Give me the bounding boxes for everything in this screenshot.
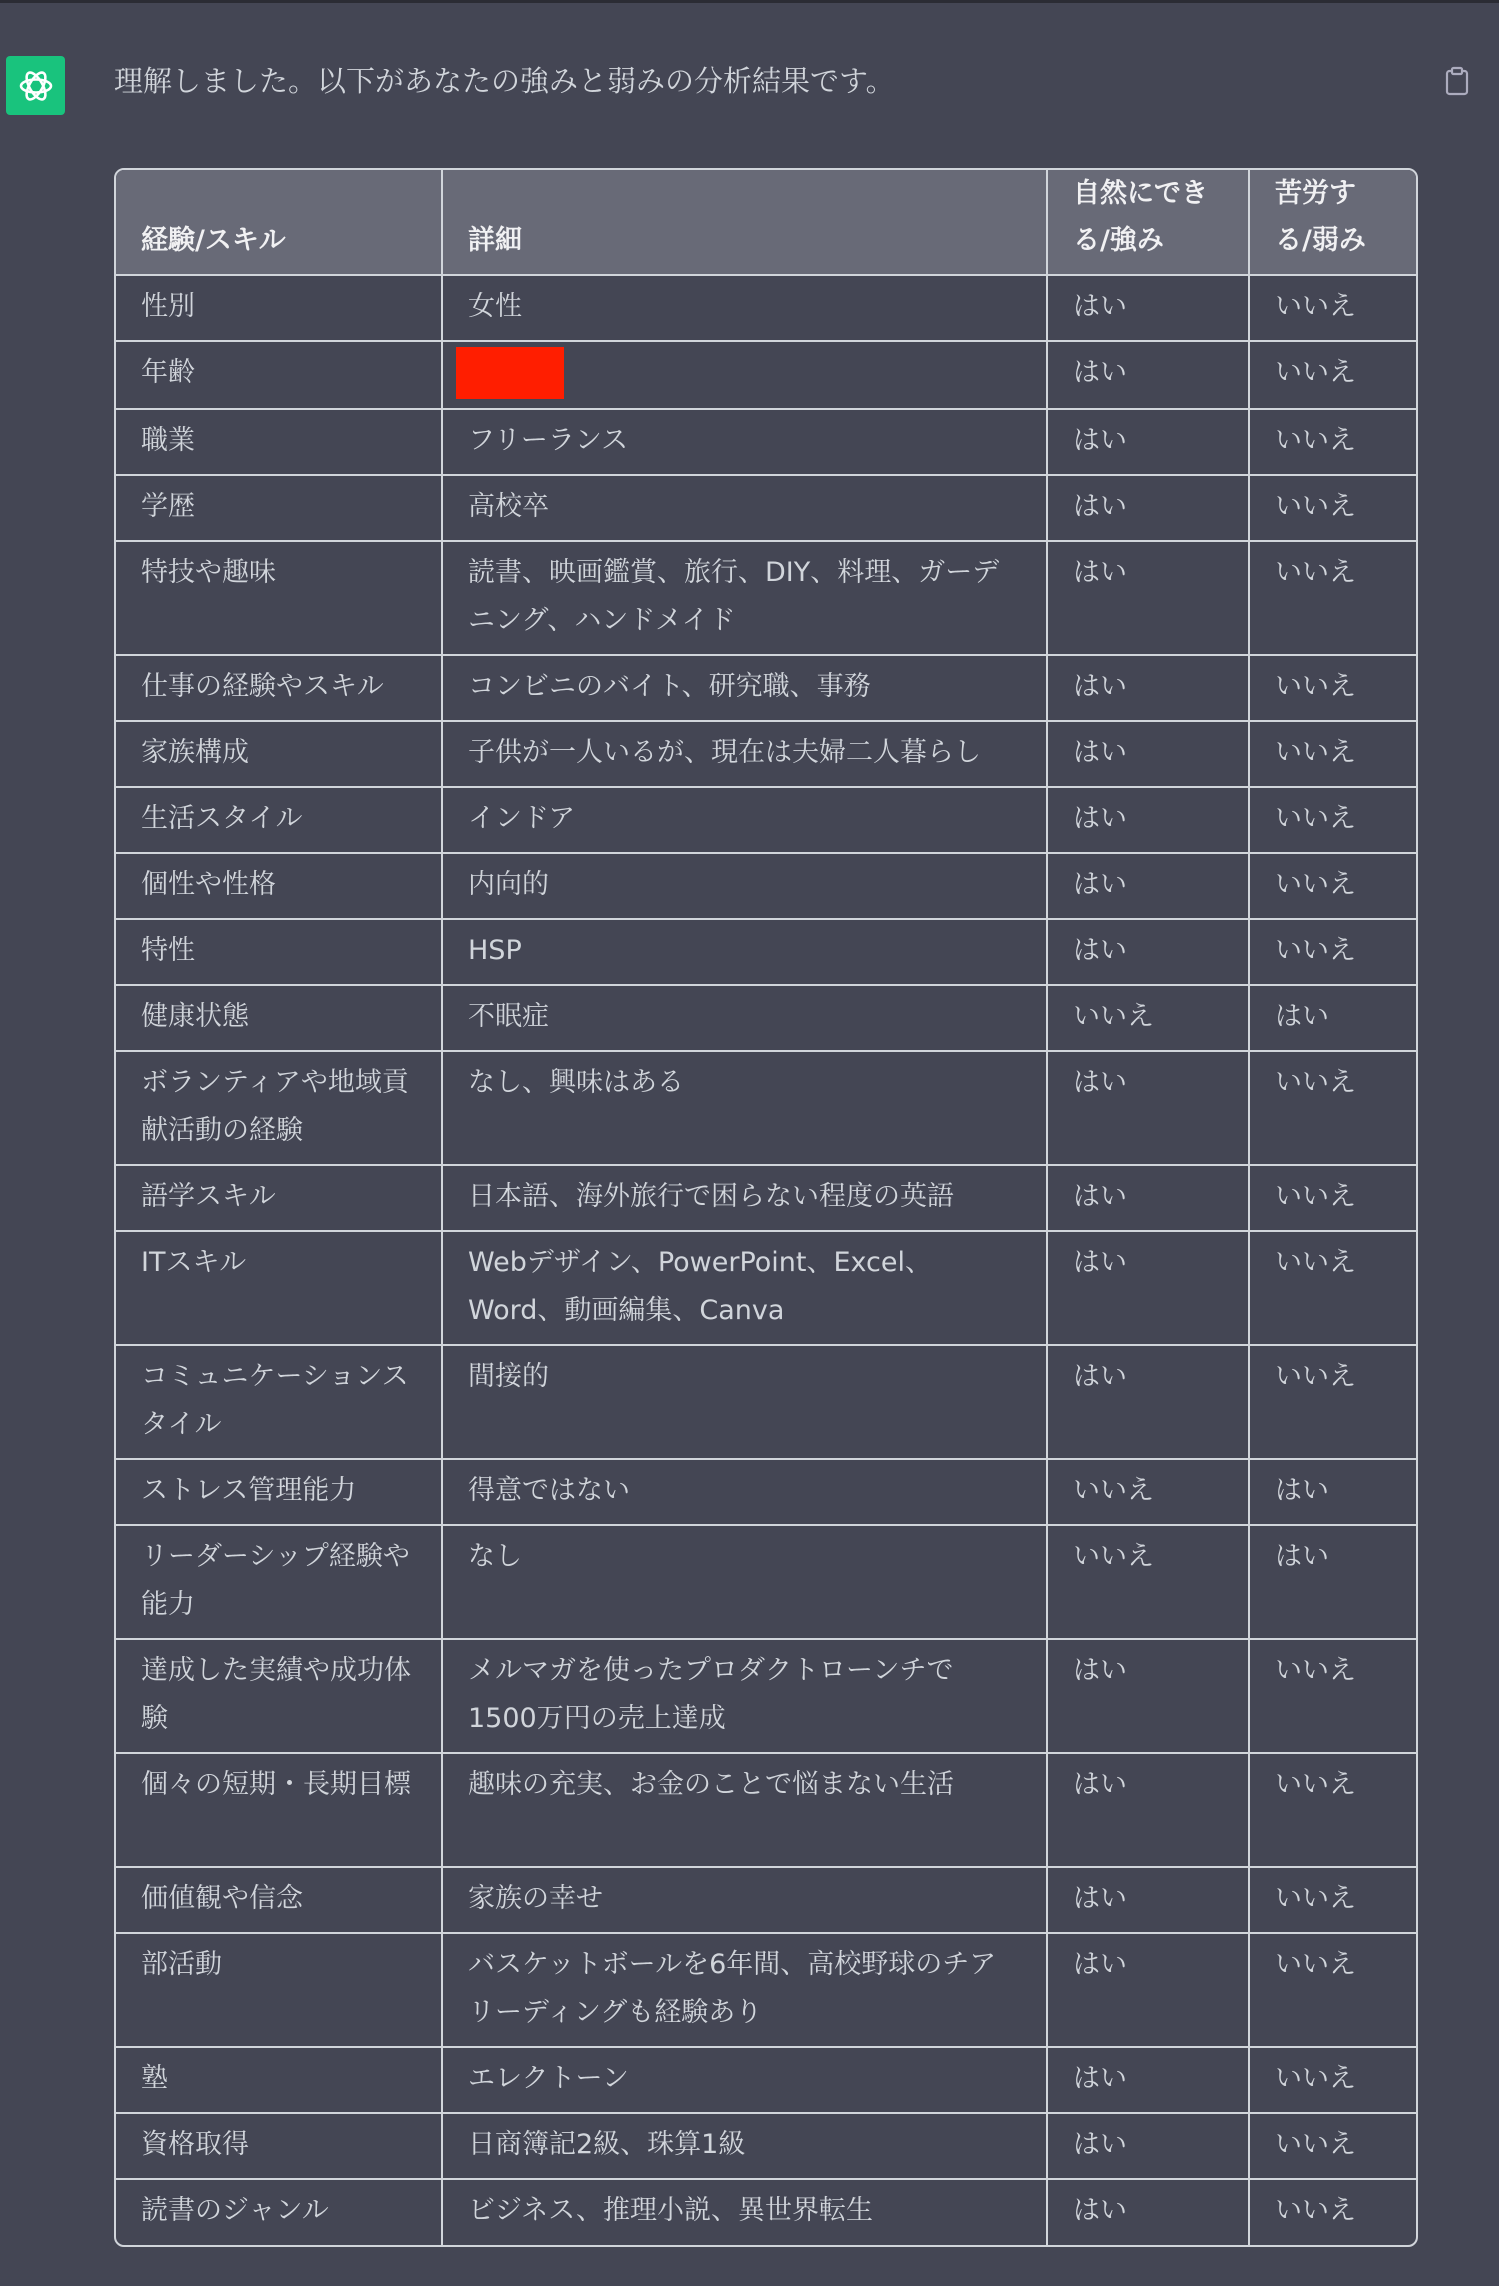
table-row <box>116 1051 1416 1165</box>
table-row <box>116 787 1416 853</box>
analysis-table <box>114 168 1418 2247</box>
table-row <box>116 985 1416 1051</box>
cell-skill: コミュニケーションスタイル <box>116 1345 442 1459</box>
cell-strength: いいえ <box>1047 985 1249 1051</box>
cell-strength: はい <box>1047 655 1249 721</box>
cell-skill: 家族構成 <box>116 721 442 787</box>
cell-weakness: いいえ <box>1249 853 1416 919</box>
cell-detail: 日本語、海外旅行で困らない程度の英語 <box>442 1165 1047 1231</box>
cell-skill: 個性や性格 <box>116 853 442 919</box>
assistant-message-text: 理解しました。以下があなたの強みと弱みの分析結果です。 <box>114 64 895 98</box>
cell-skill: 部活動 <box>116 1933 442 2047</box>
cell-weakness: いいえ <box>1249 475 1416 541</box>
cell-skill: 特性 <box>116 919 442 985</box>
cell-strength: はい <box>1047 1867 1249 1933</box>
redaction-block <box>456 347 564 399</box>
cell-detail: なし、興味はある <box>442 1051 1047 1165</box>
cell-weakness: いいえ <box>1249 541 1416 655</box>
cell-strength: はい <box>1047 721 1249 787</box>
cell-strength: はい <box>1047 475 1249 541</box>
table-row <box>116 275 1416 341</box>
cell-detail: 不眠症 <box>442 985 1047 1051</box>
assistant-avatar <box>6 56 65 115</box>
header-experience-skill: 経験/スキル <box>116 170 442 275</box>
cell-strength: はい <box>1047 853 1249 919</box>
cell-strength: いいえ <box>1047 1525 1249 1639</box>
cell-detail: 読書、映画鑑賞、旅行、DIY、料理、ガーデニング、ハンドメイド <box>442 541 1047 655</box>
cell-detail: 女性 <box>442 275 1047 341</box>
cell-weakness: いいえ <box>1249 1231 1416 1345</box>
cell-weakness: はい <box>1249 1459 1416 1525</box>
table-row <box>116 1165 1416 1231</box>
table-row <box>116 919 1416 985</box>
cell-detail: 子供が一人いるが、現在は夫婦二人暮らし <box>442 721 1047 787</box>
cell-strength: はい <box>1047 1639 1249 1753</box>
table-row <box>116 2047 1416 2113</box>
cell-weakness: はい <box>1249 985 1416 1051</box>
cell-strength: はい <box>1047 787 1249 853</box>
cell-detail: なし <box>442 1525 1047 1639</box>
cell-detail: メルマガを使ったプロダクトローンチで1500万円の売上達成 <box>442 1639 1047 1753</box>
openai-logo-icon <box>16 66 56 106</box>
cell-detail: 得意ではない <box>442 1459 1047 1525</box>
cell-skill: ボランティアや地域貢献活動の経験 <box>116 1051 442 1165</box>
cell-skill: 達成した実績や成功体験 <box>116 1639 442 1753</box>
table-header-row <box>116 170 1416 275</box>
table-row <box>116 409 1416 475</box>
cell-skill: リーダーシップ経験や能力 <box>116 1525 442 1639</box>
table-row <box>116 1639 1416 1753</box>
cell-detail: 日商簿記2級、珠算1級 <box>442 2113 1047 2179</box>
cell-skill: 生活スタイル <box>116 787 442 853</box>
table-row <box>116 1753 1416 1867</box>
cell-skill: 語学スキル <box>116 1165 442 1231</box>
cell-weakness: いいえ <box>1249 2113 1416 2179</box>
cell-detail: HSP <box>442 919 1047 985</box>
cell-strength: はい <box>1047 1051 1249 1165</box>
cell-weakness: いいえ <box>1249 341 1416 409</box>
cell-strength: はい <box>1047 341 1249 409</box>
table-row <box>116 475 1416 541</box>
cell-strength: いいえ <box>1047 1459 1249 1525</box>
header-details: 詳細 <box>442 170 1047 275</box>
cell-detail: フリーランス <box>442 409 1047 475</box>
cell-weakness: いいえ <box>1249 919 1416 985</box>
cell-detail: 高校卒 <box>442 475 1047 541</box>
cell-strength: はい <box>1047 541 1249 655</box>
cell-weakness: いいえ <box>1249 1165 1416 1231</box>
cell-weakness: いいえ <box>1249 1345 1416 1459</box>
table-row <box>116 2113 1416 2179</box>
table-row <box>116 2179 1416 2245</box>
cell-strength: はい <box>1047 1165 1249 1231</box>
cell-detail: 家族の幸せ <box>442 1867 1047 1933</box>
header-strength: 自然にできる/強み <box>1047 170 1249 275</box>
cell-detail: 趣味の充実、お金のことで悩まない生活 <box>442 1753 1047 1867</box>
cell-skill: 読書のジャンル <box>116 2179 442 2245</box>
cell-weakness: いいえ <box>1249 409 1416 475</box>
cell-strength: はい <box>1047 2113 1249 2179</box>
cell-skill: 職業 <box>116 409 442 475</box>
clipboard-icon <box>1444 66 1470 96</box>
table-row <box>116 1345 1416 1459</box>
cell-weakness: いいえ <box>1249 1933 1416 2047</box>
cell-weakness: いいえ <box>1249 1753 1416 1867</box>
cell-weakness: いいえ <box>1249 655 1416 721</box>
cell-strength: はい <box>1047 1345 1249 1459</box>
cell-weakness: いいえ <box>1249 1051 1416 1165</box>
cell-strength: はい <box>1047 275 1249 341</box>
cell-skill: 塾 <box>116 2047 442 2113</box>
cell-skill: 資格取得 <box>116 2113 442 2179</box>
cell-weakness: いいえ <box>1249 787 1416 853</box>
copy-button[interactable] <box>1443 65 1471 97</box>
cell-detail: コンビニのバイト、研究職、事務 <box>442 655 1047 721</box>
cell-skill: 特技や趣味 <box>116 541 442 655</box>
cell-skill: 仕事の経験やスキル <box>116 655 442 721</box>
cell-weakness: いいえ <box>1249 2047 1416 2113</box>
table-row <box>116 853 1416 919</box>
cell-detail: 内向的 <box>442 853 1047 919</box>
cell-strength: はい <box>1047 409 1249 475</box>
table-row <box>116 655 1416 721</box>
cell-weakness: いいえ <box>1249 1867 1416 1933</box>
cell-skill: ITスキル <box>116 1231 442 1345</box>
table-row <box>116 1459 1416 1525</box>
cell-skill: 健康状態 <box>116 985 442 1051</box>
table-row <box>116 541 1416 655</box>
table-row <box>116 721 1416 787</box>
table-row <box>116 1933 1416 2047</box>
cell-strength: はい <box>1047 1753 1249 1867</box>
cell-skill: 性別 <box>116 275 442 341</box>
cell-detail: エレクトーン <box>442 2047 1047 2113</box>
table-row <box>116 1867 1416 1933</box>
cell-weakness: いいえ <box>1249 1639 1416 1753</box>
cell-detail: 間接的 <box>442 1345 1047 1459</box>
table-row <box>116 1525 1416 1639</box>
cell-strength: はい <box>1047 2047 1249 2113</box>
cell-weakness: いいえ <box>1249 2179 1416 2245</box>
header-weakness: 苦労する/弱み <box>1249 170 1416 275</box>
cell-detail <box>442 341 1047 409</box>
cell-skill: ストレス管理能力 <box>116 1459 442 1525</box>
cell-strength: はい <box>1047 1933 1249 2047</box>
cell-skill: 価値観や信念 <box>116 1867 442 1933</box>
table-row <box>116 1231 1416 1345</box>
cell-weakness: いいえ <box>1249 275 1416 341</box>
cell-weakness: いいえ <box>1249 721 1416 787</box>
cell-detail: ビジネス、推理小説、異世界転生 <box>442 2179 1047 2245</box>
cell-strength: はい <box>1047 919 1249 985</box>
cell-detail: Webデザイン、PowerPoint、Excel、Word、動画編集、Canva <box>442 1231 1047 1345</box>
table-row <box>116 341 1416 409</box>
cell-skill: 年齢 <box>116 341 442 409</box>
cell-skill: 個々の短期・長期目標 <box>116 1753 442 1867</box>
cell-weakness: はい <box>1249 1525 1416 1639</box>
cell-strength: はい <box>1047 1231 1249 1345</box>
cell-detail: バスケットボールを6年間、高校野球のチアリーディングも経験あり <box>442 1933 1047 2047</box>
cell-strength: はい <box>1047 2179 1249 2245</box>
cell-skill: 学歴 <box>116 475 442 541</box>
cell-detail: インドア <box>442 787 1047 853</box>
